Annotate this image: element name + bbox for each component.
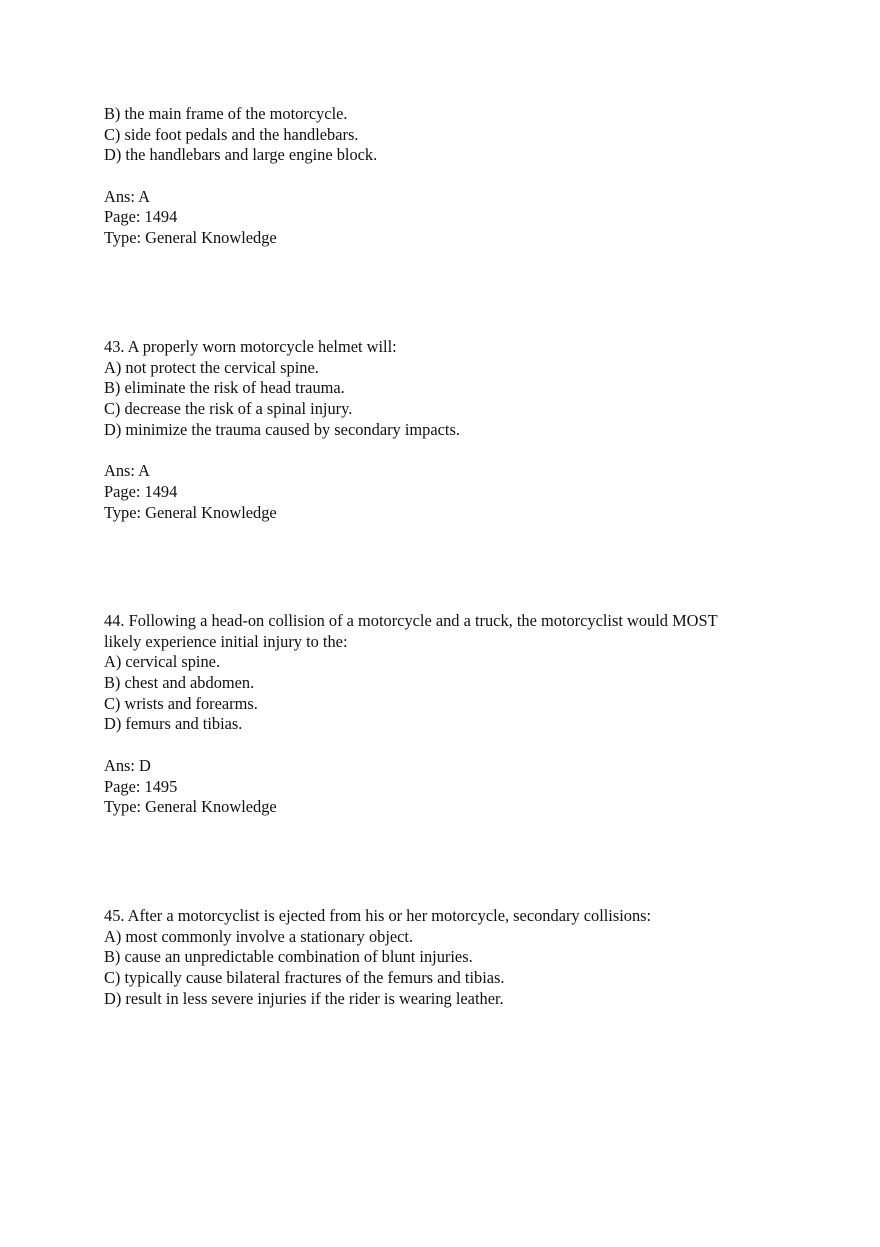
option-d: D) minimize the trauma caused by secondary impacts. bbox=[104, 419, 460, 439]
option-a: A) cervical spine. bbox=[104, 652, 221, 672]
option-b: B) chest and abdomen. bbox=[104, 673, 255, 693]
question-43-block bbox=[104, 337, 784, 523]
option-d: D) the handlebars and large engine block. bbox=[104, 145, 378, 165]
answer: Ans: A bbox=[104, 461, 150, 481]
question-42-block bbox=[104, 104, 784, 249]
option-b: B) the main frame of the motorcycle. bbox=[104, 104, 348, 123]
option-c: C) side foot pedals and the handlebars. bbox=[104, 124, 359, 144]
question-stem: 43. A properly worn motorcycle helmet will: bbox=[104, 337, 397, 356]
question-44-block bbox=[104, 611, 784, 818]
option-c: C) decrease the risk of a spinal injury. bbox=[104, 399, 353, 419]
answer: Ans: A bbox=[104, 186, 150, 206]
option-c: C) typically cause bilateral fractures of the femurs and tibias. bbox=[104, 968, 505, 988]
page-reference: Page: 1495 bbox=[104, 776, 178, 796]
page-reference: Page: 1494 bbox=[104, 481, 178, 501]
question-type: Type: General Knowledge bbox=[104, 797, 277, 817]
question-type: Type: General Knowledge bbox=[104, 502, 277, 522]
question-stem-line-2: likely experience initial injury to the: bbox=[104, 631, 348, 651]
question-45-block bbox=[104, 906, 784, 1009]
page-reference: Page: 1494 bbox=[104, 207, 178, 227]
option-d: D) femurs and tibias. bbox=[104, 714, 243, 734]
option-b: B) eliminate the risk of head trauma. bbox=[104, 378, 345, 398]
option-d: D) result in less severe injuries if the rider is wearing leather. bbox=[104, 988, 504, 1008]
question-type: Type: General Knowledge bbox=[104, 228, 277, 248]
option-a: A) most commonly involve a stationary object. bbox=[104, 926, 414, 946]
spacer bbox=[104, 735, 784, 756]
spacer bbox=[104, 166, 784, 187]
option-c: C) wrists and forearms. bbox=[104, 693, 258, 713]
option-a: A) not protect the cervical spine. bbox=[104, 357, 319, 377]
spacer bbox=[104, 440, 784, 461]
answer: Ans: D bbox=[104, 755, 151, 775]
option-b: B) cause an unpredictable combination of blunt injuries. bbox=[104, 947, 473, 967]
question-stem-line-1: 44. Following a head-on collision of a motorcycle and a truck, the motorcyclist would MOST bbox=[104, 611, 718, 630]
question-stem: 45. After a motorcyclist is ejected from his or her motorcycle, secondary collisions: bbox=[104, 906, 652, 925]
